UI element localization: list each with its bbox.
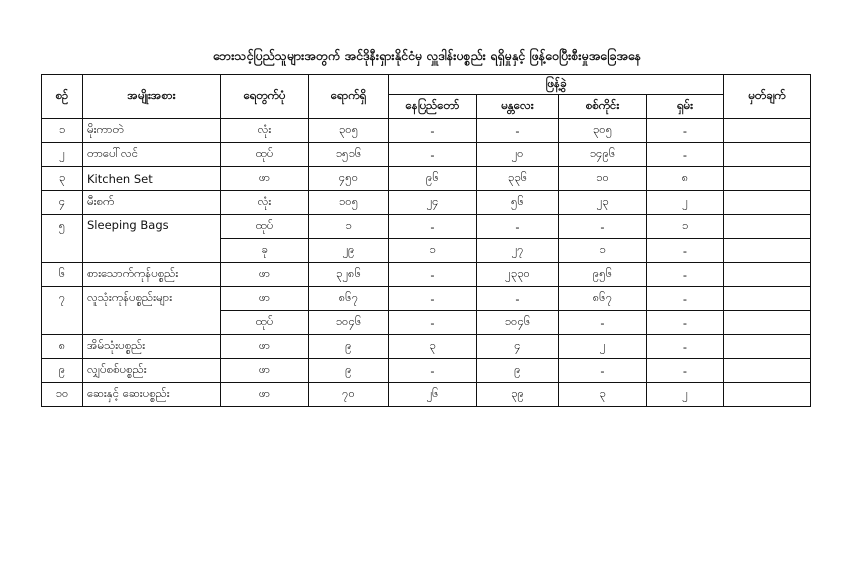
cell-shan: - xyxy=(647,263,724,287)
cell-naypyitaw: - xyxy=(389,359,477,383)
cell-remarks xyxy=(724,143,811,167)
cell-mandalay: ၉ xyxy=(477,359,559,383)
cell-type: မီးစက် xyxy=(83,191,221,215)
cell-shan: ၈ xyxy=(647,167,724,191)
cell-shan: - xyxy=(647,239,724,263)
cell-remarks xyxy=(724,311,811,335)
cell-sagaing: ၃ xyxy=(559,383,647,407)
cell-remarks xyxy=(724,359,811,383)
cell-mandalay: - xyxy=(477,215,559,239)
cell-received: ၁၀၅ xyxy=(309,191,389,215)
header-mandalay: မန္တလေး xyxy=(477,95,559,119)
cell-sagaing: ၁၄၉၆ xyxy=(559,143,647,167)
cell-shan: - xyxy=(647,143,724,167)
cell-type: Kitchen Set xyxy=(83,167,221,191)
cell-naypyitaw: - xyxy=(389,263,477,287)
cell-received: ၁၀၄၆ xyxy=(309,311,389,335)
cell-sagaing: ၂ xyxy=(559,335,647,359)
cell-mandalay: - xyxy=(477,287,559,311)
cell-unit: ဖာ xyxy=(221,383,309,407)
cell-unit: လုံး xyxy=(221,119,309,143)
header-distribution: ဖြန့်ခွဲ xyxy=(389,75,724,95)
cell-naypyitaw: ၉၆ xyxy=(389,167,477,191)
cell-shan: - xyxy=(647,287,724,311)
header-naypyitaw: နေပြည်တော် xyxy=(389,95,477,119)
cell-type: မိုးကာတဲ xyxy=(83,119,221,143)
cell-unit: ဖာ xyxy=(221,167,309,191)
cell-naypyitaw: ၃ xyxy=(389,335,477,359)
cell-type: စားသောက်ကုန်ပစ္စည်း xyxy=(83,263,221,287)
cell-shan: ၂ xyxy=(647,383,724,407)
cell-unit: ထုပ် xyxy=(221,311,309,335)
cell-unit: ဖာ xyxy=(221,359,309,383)
cell-type: အိမ်သုံးပစ္စည်း xyxy=(83,335,221,359)
cell-received: ၉ xyxy=(309,335,389,359)
table-row xyxy=(42,287,811,311)
header-remarks: မှတ်ချက် xyxy=(724,75,811,119)
cell-mandalay: ၁၀၄၆ xyxy=(477,311,559,335)
cell-naypyitaw: ၂၄ xyxy=(389,191,477,215)
cell-remarks xyxy=(724,119,811,143)
cell-type: ဆေးနှင့် ဆေးပစ္စည်း xyxy=(83,383,221,407)
cell-no: ၁ xyxy=(42,119,83,143)
header-no: စဉ် xyxy=(42,75,83,119)
cell-unit: ခု xyxy=(221,239,309,263)
cell-mandalay: ၂၃၃၀ xyxy=(477,263,559,287)
cell-sagaing: ၈၆၇ xyxy=(559,287,647,311)
header-type: အမျိုးအစား xyxy=(83,75,221,119)
header-sagaing: စစ်ကိုင်း xyxy=(559,95,647,119)
header-unit: ရေတွက်ပုံ xyxy=(221,75,309,119)
table-row xyxy=(42,383,811,407)
cell-unit: ဖာ xyxy=(221,263,309,287)
cell-unit: ဖာ xyxy=(221,287,309,311)
cell-received: ၁၅၁၆ xyxy=(309,143,389,167)
cell-shan: - xyxy=(647,335,724,359)
table-row xyxy=(42,143,811,167)
cell-sagaing: ၁၀ xyxy=(559,167,647,191)
cell-remarks xyxy=(724,167,811,191)
cell-remarks xyxy=(724,335,811,359)
table-row xyxy=(42,263,811,287)
cell-sagaing: ၁ xyxy=(559,239,647,263)
cell-received: ၃၂၈၆ xyxy=(309,263,389,287)
cell-shan: ၂ xyxy=(647,191,724,215)
cell-no: ၅ xyxy=(42,215,83,263)
cell-mandalay: ၃၉ xyxy=(477,383,559,407)
cell-remarks xyxy=(724,263,811,287)
table-row xyxy=(42,335,811,359)
header-received: ရောက်ရှိ xyxy=(309,75,389,119)
cell-remarks xyxy=(724,383,811,407)
cell-naypyitaw: - xyxy=(389,287,477,311)
cell-no: ၉ xyxy=(42,359,83,383)
cell-no: ၃ xyxy=(42,167,83,191)
cell-unit: ဖာ xyxy=(221,335,309,359)
cell-no: ၆ xyxy=(42,263,83,287)
cell-shan: - xyxy=(647,119,724,143)
cell-mandalay: ၂၇ xyxy=(477,239,559,263)
cell-sagaing: - xyxy=(559,359,647,383)
cell-sagaing: ၉၅၆ xyxy=(559,263,647,287)
header-shan: ရှမ်း xyxy=(647,95,724,119)
cell-mandalay: - xyxy=(477,119,559,143)
cell-remarks xyxy=(724,287,811,311)
cell-received: ၂၉ xyxy=(309,239,389,263)
cell-received: ၄၅၀ xyxy=(309,167,389,191)
cell-no: ၇ xyxy=(42,287,83,335)
cell-no: ၈ xyxy=(42,335,83,359)
cell-received: ၃၀၅ xyxy=(309,119,389,143)
table-row xyxy=(42,167,811,191)
cell-mandalay: ၄ xyxy=(477,335,559,359)
cell-naypyitaw: - xyxy=(389,143,477,167)
cell-no: ၄ xyxy=(42,191,83,215)
cell-naypyitaw: - xyxy=(389,119,477,143)
cell-received: ၁ xyxy=(309,215,389,239)
cell-remarks xyxy=(724,191,811,215)
cell-no: ၂ xyxy=(42,143,83,167)
cell-remarks xyxy=(724,215,811,239)
cell-shan: - xyxy=(647,359,724,383)
table-row xyxy=(42,359,811,383)
cell-remarks xyxy=(724,239,811,263)
cell-sagaing: ၂၃ xyxy=(559,191,647,215)
cell-unit: ထုပ် xyxy=(221,215,309,239)
cell-sagaing: - xyxy=(559,311,647,335)
cell-mandalay: ၂၀ xyxy=(477,143,559,167)
cell-unit: လုံး xyxy=(221,191,309,215)
document-title: ဘေးသင့်ပြည်သူများအတွက် အင်ဒိုနီးရှားနိုင်ငံမှ လှူဒါန်းပစ္စည်း ရရှိမှုနှင့် ဖြန့်ဝေပြီးစီးမှုအခြေအနေ xyxy=(212,48,642,63)
cell-type: Sleeping Bags xyxy=(83,215,221,263)
cell-mandalay: ၃၃၆ xyxy=(477,167,559,191)
cell-shan: - xyxy=(647,311,724,335)
cell-received: ၉ xyxy=(309,359,389,383)
table-row xyxy=(42,191,811,215)
cell-sagaing: ၃၀၅ xyxy=(559,119,647,143)
cell-naypyitaw: ၂၆ xyxy=(389,383,477,407)
table-row xyxy=(42,215,811,239)
cell-received: ၇၀ xyxy=(309,383,389,407)
cell-naypyitaw: ၁ xyxy=(389,239,477,263)
table-row xyxy=(42,119,811,143)
cell-shan: ၁ xyxy=(647,215,724,239)
cell-sagaing: - xyxy=(559,215,647,239)
distribution-table xyxy=(41,74,811,407)
cell-no: ၁၀ xyxy=(42,383,83,407)
cell-type: လူသုံးကုန်ပစ္စည်းများ xyxy=(83,287,221,335)
cell-type: လျှပ်စစ်ပစ္စည်း xyxy=(83,359,221,383)
cell-unit: ထုပ် xyxy=(221,143,309,167)
cell-type: တာပေါ်လင် xyxy=(83,143,221,167)
cell-mandalay: ၅၆ xyxy=(477,191,559,215)
cell-naypyitaw: - xyxy=(389,311,477,335)
cell-received: ၈၆၇ xyxy=(309,287,389,311)
cell-naypyitaw: - xyxy=(389,215,477,239)
